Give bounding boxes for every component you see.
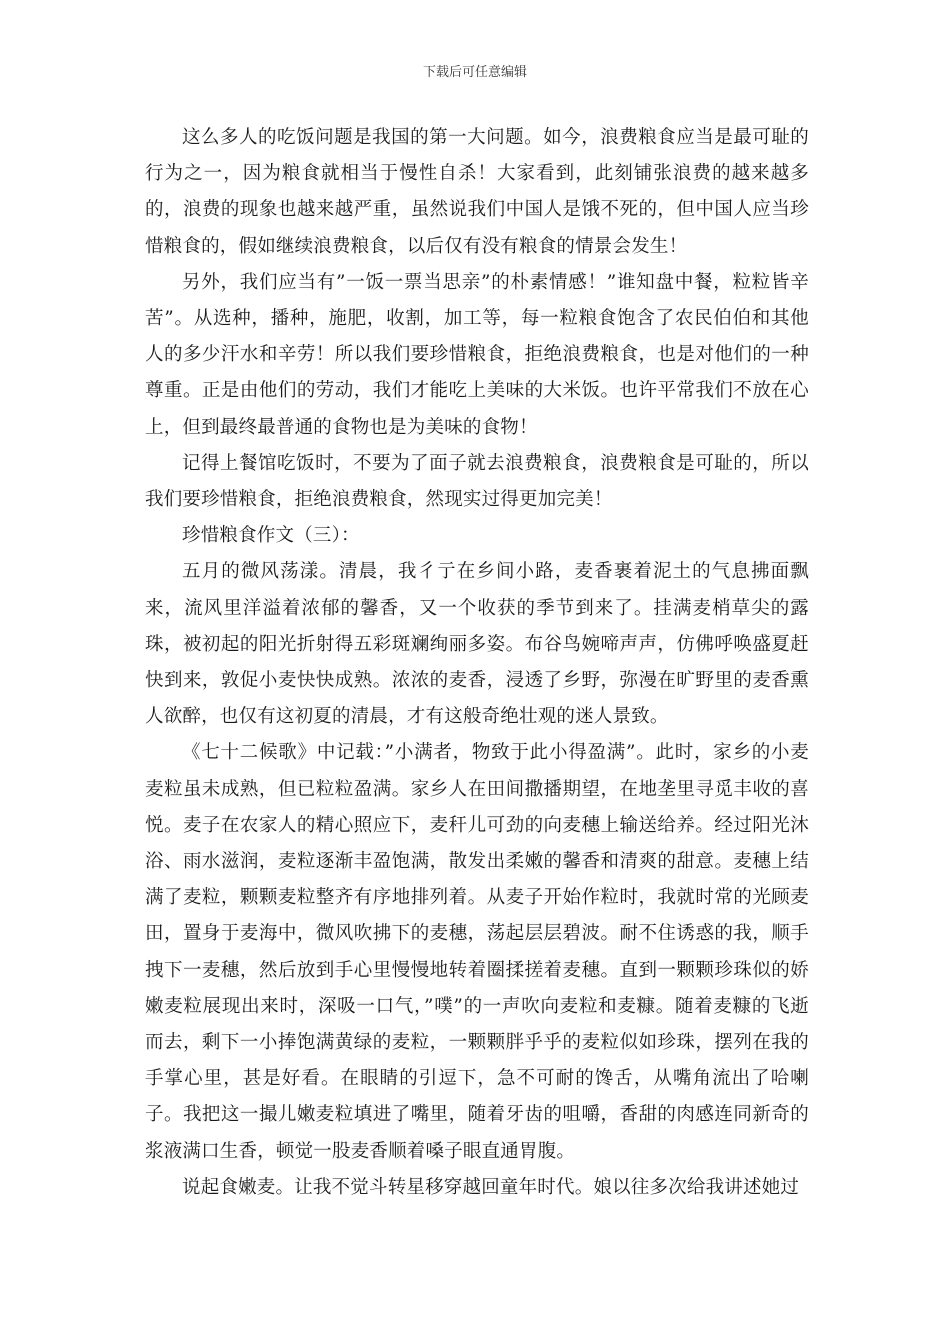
paragraph: 另外，我们应当有”一饭一票当思亲”的朴素情感！”谁知盘中餐，粒粒皆辛苦”。从选种，播种，施肥，收割，加工等，每一粒粮食饱含了农民伯伯和其他人的多少汗水和辛劳！所以我们要珍惜粮食，拒绝浪费粮食，也是对他们的一种尊重。正是由他们的劳动，我们才能吃上美味的大米饭。也许平常我们不放在心上，但到最终最普通的食物也是为美味的食物！ <box>145 271 809 438</box>
paragraph: 说起食嫩麦。让我不觉斗转星移穿越回童年时代。娘以往多次给我讲述她过 <box>182 1176 800 1198</box>
paragraph: 《七十二候歌》中记载：”小满者，物致于此小得盈满”。此时，家乡的小麦麦粒虽未成熟，但已粒粒盈满。家乡人在田间撒播期望，在地垄里寻觅丰收的喜悦。麦子在农家人的精心照应下，麦秆儿可劲的向麦穗上输送给养。经过阳光沐浴、雨水滋润，麦粒逐渐丰盈饱满，散发出柔嫩的馨香和清爽的甜意。麦穗上结满了麦粒，颗颗麦粒整齐有序地排列着。从麦子开始作粒时，我就时常的光顾麦田，置身于麦海中，微风吹拂下的麦穗，荡起层层碧波。耐不住诱惑的我，顺手拽下一麦穗，然后放到手心里慢慢地转着圈揉搓着麦穗。直到一颗颗珍珠似的娇嫩麦粒展现出来时，深吸一口气，”噗”的一声吹向麦粒和麦糠。随着麦糠的飞逝而去，剩下一小捧饱满黄绿的麦粒，一颗颗胖乎乎的麦粒似如珍珠，摆列在我的手掌心里，甚是好看。在眼睛的引逗下，急不可耐的馋舌，从嘴角流出了哈喇子。我把这一撮儿嫩麦粒填进了嘴里，随着牙齿的咀嚼，香甜的肉感连同新奇的浆液满口生香，顿觉一股麦香顺着嗓子眼直通胃腹。 <box>145 742 809 1162</box>
paragraph: 五月的微风荡漾。清晨，我彳亍在乡间小路，麦香裹着泥土的气息拂面飘来，流风里洋溢着浓郁的馨香，又一个收获的季节到来了。挂满麦梢草尖的露珠，被初起的阳光折射得五彩斑斓绚丽多姿。布谷鸟婉啼声声，仿佛呼唤盛夏赶快到来，敦促小麦快快成熟。浓浓的麦香，浸透了乡野，弥漫在旷野里的麦香熏人欲醉，也仅有这初夏的清晨，才有这般奇绝壮观的迷人景致。 <box>145 561 809 728</box>
paragraph: 记得上餐馆吃饭时，不要为了面子就去浪费粮食，浪费粮食是可耻的，所以我们要珍惜粮食，拒绝浪费粮食，然现实过得更加完美！ <box>145 452 809 511</box>
page-header: 下载后可任意编辑 <box>422 65 527 80</box>
section-heading: 珍惜粮食作文（三）： <box>182 525 360 547</box>
document-body <box>145 120 809 1206</box>
paragraph: 这么多人的吃饭问题是我国的第一大问题。如今，浪费粮食应当是最可耻的行为之一，因为粮食就相当于慢性自杀！大家看到，此刻铺张浪费的越来越多的，浪费的现象也越来越严重，虽然说我们中国人是饿不死的，但中国人应当珍惜粮食的，假如继续浪费粮食，以后仅有没有粮食的情景会发生！ <box>145 127 809 257</box>
